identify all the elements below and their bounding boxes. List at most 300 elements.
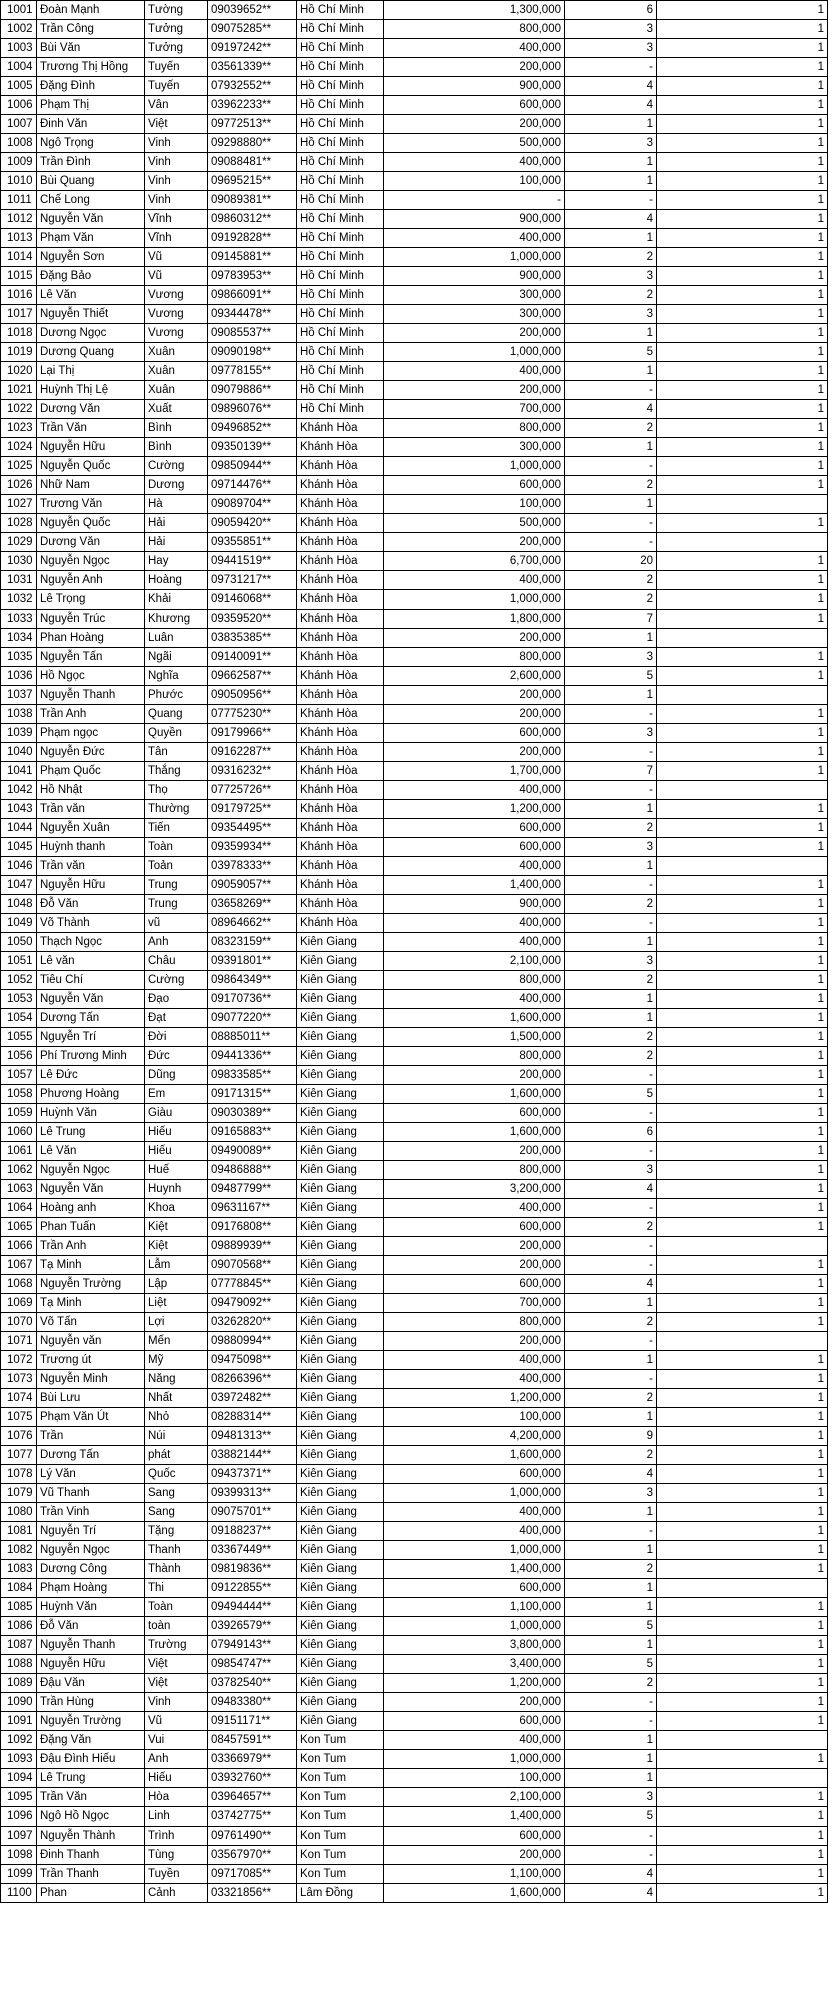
flag-cell: 1 [657,1826,828,1845]
last-middle-name-cell: Vũ Thanh [37,1484,145,1503]
flag-cell: 1 [657,267,828,286]
province-cell: Kiên Giang [297,1617,384,1636]
last-middle-name-cell: Nguyễn Quốc [37,514,145,533]
row-id-cell: 1064 [1,1198,37,1217]
flag-cell: 1 [657,1313,828,1332]
amount-cell: 300,000 [384,286,565,305]
table-row [1,1636,828,1655]
row-id-cell: 1093 [1,1750,37,1769]
first-name-cell: Luân [145,628,208,647]
first-name-cell: Thọ [145,780,208,799]
flag-cell: 1 [657,1864,828,1883]
province-cell: Khánh Hòa [297,799,384,818]
count-cell: - [565,533,657,552]
phone-cell: 09089381** [208,191,297,210]
table-row [1,704,828,723]
amount-cell: 600,000 [384,1579,565,1598]
row-id-cell: 1020 [1,362,37,381]
flag-cell: 1 [657,742,828,761]
first-name-cell: Xuân [145,362,208,381]
count-cell: 1 [565,172,657,191]
count-cell: 5 [565,1617,657,1636]
province-cell: Khánh Hòa [297,761,384,780]
first-name-cell: Bình [145,438,208,457]
phone-cell: 09140091** [208,647,297,666]
province-cell: Hồ Chí Minh [297,362,384,381]
amount-cell: 400,000 [384,989,565,1008]
phone-cell: 09866091** [208,286,297,305]
first-name-cell: Anh [145,932,208,951]
row-id-cell: 1066 [1,1237,37,1256]
phone-cell: 09344478** [208,305,297,324]
table-row [1,381,828,400]
row-id-cell: 1021 [1,381,37,400]
amount-cell: 100,000 [384,172,565,191]
count-cell: 2 [565,286,657,305]
province-cell: Kon Tum [297,1731,384,1750]
first-name-cell: Huynh [145,1179,208,1198]
count-cell: 1 [565,1503,657,1522]
province-cell: Hồ Chí Minh [297,172,384,191]
first-name-cell: Đời [145,1027,208,1046]
row-id-cell: 1069 [1,1294,37,1313]
row-id-cell: 1079 [1,1484,37,1503]
flag-cell: 1 [657,1256,828,1275]
flag-cell: 1 [657,1693,828,1712]
phone-cell: 07949143** [208,1636,297,1655]
table-row [1,1160,828,1179]
count-cell: 1 [565,362,657,381]
table-row [1,1541,828,1560]
table-row [1,571,828,590]
amount-cell: 6,700,000 [384,552,565,571]
province-cell: Hồ Chí Minh [297,286,384,305]
flag-cell: 1 [657,590,828,609]
last-middle-name-cell: Đinh Văn [37,115,145,134]
amount-cell: 1,600,000 [384,1084,565,1103]
first-name-cell: Việt [145,1655,208,1674]
first-name-cell: Vui [145,1731,208,1750]
first-name-cell: Quyền [145,723,208,742]
phone-cell: 08288314** [208,1408,297,1427]
amount-cell: 800,000 [384,1046,565,1065]
count-cell: 6 [565,1122,657,1141]
flag-cell: 1 [657,153,828,172]
province-cell: Hồ Chí Minh [297,400,384,419]
amount-cell: 200,000 [384,1693,565,1712]
last-middle-name-cell: Đoàn Mạnh [37,1,145,20]
last-middle-name-cell: Dương Tấn [37,1446,145,1465]
phone-cell: 09197242** [208,39,297,58]
phone-cell: 07932552** [208,77,297,96]
phone-cell: 09731217** [208,571,297,590]
amount-cell: 200,000 [384,1845,565,1864]
first-name-cell: Vĩnh [145,210,208,229]
table-row [1,1256,828,1275]
row-id-cell: 1050 [1,932,37,951]
flag-cell: 1 [657,1636,828,1655]
amount-cell: 600,000 [384,1712,565,1731]
flag-cell [657,780,828,799]
flag-cell [657,533,828,552]
row-id-cell: 1041 [1,761,37,780]
province-cell: Khánh Hòa [297,875,384,894]
amount-cell: 4,200,000 [384,1427,565,1446]
province-cell: Kiên Giang [297,1256,384,1275]
first-name-cell: Tuyền [145,1864,208,1883]
phone-cell: 09475098** [208,1351,297,1370]
first-name-cell: Tùng [145,1845,208,1864]
count-cell: 2 [565,1446,657,1465]
phone-cell: 09761490** [208,1826,297,1845]
flag-cell [657,685,828,704]
first-name-cell: Nhất [145,1389,208,1408]
count-cell: 2 [565,1218,657,1237]
last-middle-name-cell: Phan Hoàng [37,628,145,647]
amount-cell: 1,000,000 [384,1484,565,1503]
province-cell: Kon Tum [297,1750,384,1769]
last-middle-name-cell: Nguyễn Tấn [37,647,145,666]
phone-cell: 03962233** [208,96,297,115]
phone-cell: 09165883** [208,1122,297,1141]
first-name-cell: phát [145,1446,208,1465]
last-middle-name-cell: Lê Trung [37,1769,145,1788]
amount-cell: 700,000 [384,400,565,419]
count-cell: - [565,1370,657,1389]
table-row [1,723,828,742]
table-row [1,1788,828,1807]
table-row [1,970,828,989]
first-name-cell: Vinh [145,153,208,172]
first-name-cell: Nhỏ [145,1408,208,1427]
row-id-cell: 1060 [1,1122,37,1141]
last-middle-name-cell: Nguyễn Ngọc [37,1541,145,1560]
flag-cell: 1 [657,1541,828,1560]
table-row [1,856,828,875]
flag-cell: 1 [657,1598,828,1617]
last-middle-name-cell: Nguyễn Thiết [37,305,145,324]
table-row [1,1427,828,1446]
table-row [1,438,828,457]
count-cell: 1 [565,229,657,248]
province-cell: Kiên Giang [297,1465,384,1484]
amount-cell: 2,100,000 [384,1788,565,1807]
flag-cell: 1 [657,1027,828,1046]
row-id-cell: 1001 [1,1,37,20]
table-row [1,742,828,761]
province-cell: Kiên Giang [297,1046,384,1065]
table-row [1,913,828,932]
flag-cell: 1 [657,1883,828,1902]
last-middle-name-cell: Đặng Văn [37,1731,145,1750]
count-cell: - [565,1826,657,1845]
table-row [1,1313,828,1332]
count-cell: 1 [565,324,657,343]
province-cell: Hồ Chí Minh [297,96,384,115]
row-id-cell: 1068 [1,1275,37,1294]
phone-cell: 09399313** [208,1484,297,1503]
count-cell: 1 [565,1294,657,1313]
table-row [1,1674,828,1693]
flag-cell [657,1769,828,1788]
first-name-cell: Vũ [145,1712,208,1731]
province-cell: Kiên Giang [297,1313,384,1332]
last-middle-name-cell: Phạm Văn [37,229,145,248]
count-cell: 1 [565,115,657,134]
flag-cell: 1 [657,1465,828,1484]
phone-cell: 09864349** [208,970,297,989]
province-cell: Hồ Chí Minh [297,153,384,172]
first-name-cell: Lập [145,1275,208,1294]
province-cell: Hồ Chí Minh [297,248,384,267]
last-middle-name-cell: Nguyễn Văn [37,1179,145,1198]
flag-cell: 1 [657,1807,828,1826]
last-middle-name-cell: Trần Thanh [37,1864,145,1883]
amount-cell: 1,000,000 [384,343,565,362]
phone-cell: 09854747** [208,1655,297,1674]
row-id-cell: 1096 [1,1807,37,1826]
count-cell: 2 [565,970,657,989]
amount-cell: 900,000 [384,77,565,96]
amount-cell: 1,600,000 [384,1883,565,1902]
province-cell: Kiên Giang [297,1427,384,1446]
amount-cell: 400,000 [384,1503,565,1522]
first-name-cell: Cường [145,970,208,989]
last-middle-name-cell: Nguyễn Trí [37,1027,145,1046]
count-cell: - [565,1712,657,1731]
province-cell: Kiên Giang [297,1522,384,1541]
flag-cell [657,1237,828,1256]
last-middle-name-cell: Trần Văn [37,419,145,438]
last-middle-name-cell: Trần Vinh [37,1503,145,1522]
amount-cell: - [384,191,565,210]
flag-cell [657,1579,828,1598]
first-name-cell: Giàu [145,1103,208,1122]
row-id-cell: 1028 [1,514,37,533]
row-id-cell: 1090 [1,1693,37,1712]
phone-cell: 09695215** [208,172,297,191]
flag-cell: 1 [657,1294,828,1313]
table-row [1,685,828,704]
amount-cell: 400,000 [384,1731,565,1750]
last-middle-name-cell: Hồ Ngọc [37,666,145,685]
table-row [1,343,828,362]
first-name-cell: Tặng [145,1522,208,1541]
phone-cell: 03972482** [208,1389,297,1408]
count-cell: 2 [565,1560,657,1579]
table-row [1,1084,828,1103]
phone-cell: 09354495** [208,818,297,837]
amount-cell: 100,000 [384,1769,565,1788]
flag-cell: 1 [657,343,828,362]
first-name-cell: Linh [145,1807,208,1826]
table-row [1,799,828,818]
province-cell: Hồ Chí Minh [297,343,384,362]
province-cell: Khánh Hòa [297,552,384,571]
count-cell: 4 [565,1275,657,1294]
phone-cell: 09171315** [208,1084,297,1103]
row-id-cell: 1061 [1,1141,37,1160]
province-cell: Khánh Hòa [297,590,384,609]
count-cell: 1 [565,1598,657,1617]
phone-cell: 08266396** [208,1370,297,1389]
province-cell: Kon Tum [297,1845,384,1864]
row-id-cell: 1073 [1,1370,37,1389]
last-middle-name-cell: Nguyễn Xuân [37,818,145,837]
table-row [1,1408,828,1427]
province-cell: Hồ Chí Minh [297,58,384,77]
phone-cell: 09179725** [208,799,297,818]
last-middle-name-cell: Phạm Văn Út [37,1408,145,1427]
first-name-cell: Nghĩa [145,666,208,685]
phone-cell: 09496852** [208,419,297,438]
amount-cell: 500,000 [384,134,565,153]
row-id-cell: 1089 [1,1674,37,1693]
row-id-cell: 1034 [1,628,37,647]
province-cell: Kon Tum [297,1769,384,1788]
first-name-cell: Trình [145,1826,208,1845]
row-id-cell: 1030 [1,552,37,571]
table-row [1,1560,828,1579]
province-cell: Hồ Chí Minh [297,134,384,153]
row-id-cell: 1026 [1,476,37,495]
province-cell: Hồ Chí Minh [297,77,384,96]
count-cell: 1 [565,438,657,457]
province-cell: Hồ Chí Minh [297,191,384,210]
flag-cell: 1 [657,1198,828,1217]
table-row [1,1370,828,1389]
row-id-cell: 1078 [1,1465,37,1484]
amount-cell: 200,000 [384,1141,565,1160]
count-cell: 2 [565,476,657,495]
province-cell: Kiên Giang [297,989,384,1008]
first-name-cell: Vương [145,286,208,305]
amount-cell: 400,000 [384,153,565,172]
table-row [1,1522,828,1541]
count-cell: - [565,742,657,761]
last-middle-name-cell: Trần [37,1427,145,1446]
last-middle-name-cell: Trần Anh [37,704,145,723]
amount-cell: 600,000 [384,1103,565,1122]
province-cell: Kiên Giang [297,1198,384,1217]
count-cell: 3 [565,951,657,970]
first-name-cell: Thi [145,1579,208,1598]
first-name-cell: Anh [145,1750,208,1769]
row-id-cell: 1018 [1,324,37,343]
table-row [1,1141,828,1160]
phone-cell: 09070568** [208,1256,297,1275]
row-id-cell: 1082 [1,1541,37,1560]
amount-cell: 300,000 [384,438,565,457]
province-cell: Kiên Giang [297,1027,384,1046]
table-row [1,476,828,495]
province-cell: Kiên Giang [297,1179,384,1198]
table-row [1,1122,828,1141]
phone-cell: 08885011** [208,1027,297,1046]
table-row [1,362,828,381]
last-middle-name-cell: Nguyễn Đức [37,742,145,761]
table-row [1,1198,828,1217]
count-cell: - [565,704,657,723]
amount-cell: 200,000 [384,533,565,552]
flag-cell [657,495,828,514]
table-row [1,1351,828,1370]
phone-cell: 03561339** [208,58,297,77]
amount-cell: 400,000 [384,362,565,381]
amount-cell: 400,000 [384,1522,565,1541]
province-cell: Khánh Hòa [297,894,384,913]
count-cell: 2 [565,571,657,590]
flag-cell: 1 [657,989,828,1008]
amount-cell: 2,100,000 [384,951,565,970]
row-id-cell: 1031 [1,571,37,590]
count-cell: 3 [565,134,657,153]
phone-cell: 09030389** [208,1103,297,1122]
last-middle-name-cell: Hồ Nhật [37,780,145,799]
table-row [1,267,828,286]
province-cell: Khánh Hòa [297,609,384,628]
count-cell: - [565,514,657,533]
row-id-cell: 1046 [1,856,37,875]
first-name-cell: Tân [145,742,208,761]
count-cell: 4 [565,96,657,115]
last-middle-name-cell: Phan [37,1883,145,1902]
count-cell: 1 [565,1731,657,1750]
flag-cell: 1 [657,134,828,153]
first-name-cell: Vinh [145,1693,208,1712]
phone-cell: 07725726** [208,780,297,799]
row-id-cell: 1058 [1,1084,37,1103]
row-id-cell: 1055 [1,1027,37,1046]
count-cell: 1 [565,1750,657,1769]
province-cell: Kiên Giang [297,1503,384,1522]
province-cell: Khánh Hòa [297,495,384,514]
count-cell: 3 [565,1484,657,1503]
row-id-cell: 1074 [1,1389,37,1408]
amount-cell: 3,800,000 [384,1636,565,1655]
flag-cell: 1 [657,96,828,115]
phone-cell: 09850944** [208,457,297,476]
amount-cell: 1,200,000 [384,1389,565,1408]
first-name-cell: Vũ [145,267,208,286]
amount-cell: 600,000 [384,818,565,837]
phone-cell: 03742775** [208,1807,297,1826]
table-row [1,191,828,210]
last-middle-name-cell: Lê Văn [37,1141,145,1160]
phone-cell: 09783953** [208,267,297,286]
row-id-cell: 1014 [1,248,37,267]
last-middle-name-cell: Huỳnh Thị Lệ [37,381,145,400]
province-cell: Kiên Giang [297,1674,384,1693]
amount-cell: 200,000 [384,628,565,647]
table-row [1,1769,828,1788]
province-cell: Kiên Giang [297,1218,384,1237]
row-id-cell: 1025 [1,457,37,476]
flag-cell: 1 [657,1008,828,1027]
table-row [1,1712,828,1731]
last-middle-name-cell: Nguyễn Trí [37,1522,145,1541]
last-middle-name-cell: Lý Văn [37,1465,145,1484]
last-middle-name-cell: Đặng Bảo [37,267,145,286]
amount-cell: 3,400,000 [384,1655,565,1674]
province-cell: Kiên Giang [297,1084,384,1103]
row-id-cell: 1051 [1,951,37,970]
flag-cell: 1 [657,818,828,837]
row-id-cell: 1040 [1,742,37,761]
amount-cell: 1,200,000 [384,1674,565,1693]
table-row [1,590,828,609]
amount-cell: 600,000 [384,723,565,742]
